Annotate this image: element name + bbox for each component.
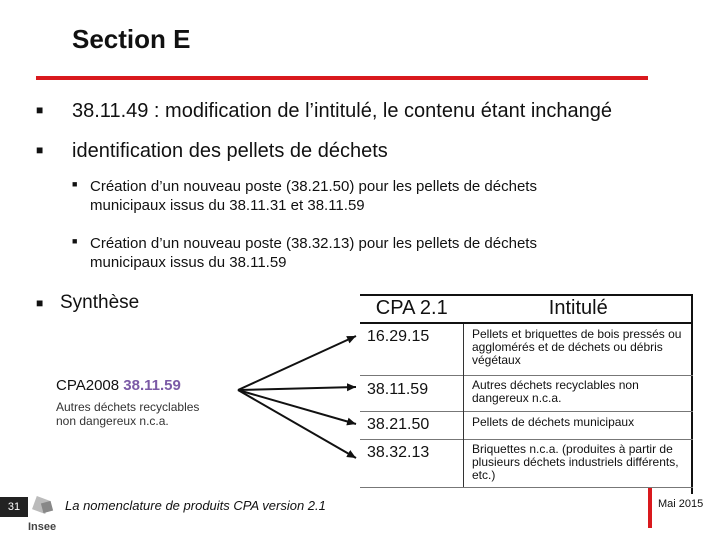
row-label: Pellets et briquettes de bois pressés ou agglomérés et de déchets ou débris végétaux [464,323,694,375]
cpa2008-desc-line1: Autres déchets recyclables [56,400,200,414]
sub-bullet-2-line1: Création d’un nouveau poste (38.32.13) pour les pellets de déchets [90,235,537,252]
row-code: 38.32.13 [360,439,464,487]
bullet-marker: ■ [36,143,44,157]
arrow-to-16-29-15 [238,336,356,390]
table-row [360,375,693,411]
cpa2008-prefix: CPA2008 [56,377,124,394]
footer-date: Mai 2015 [658,498,704,510]
bullet-2: identification des pellets de déchets [72,140,388,162]
arrow-to-38-21-50 [238,390,356,424]
table-header-row [360,294,693,323]
footer-accent-bar [648,488,652,528]
slide-title: Section E [72,24,191,54]
bullet-marker: ■ [36,103,44,117]
sub-bullet-1-line2: municipaux issus du 38.11.31 et 38.11.59 [90,197,365,214]
row-code: 38.11.59 [360,375,464,411]
row-code: 16.29.15 [360,323,464,375]
sub-bullet-1-line1: Création d’un nouveau poste (38.21.50) pour les pellets de déchets [90,178,537,195]
row-code: 38.21.50 [360,411,464,439]
logo-mark-icon [28,496,64,518]
row-label: Autres déchets recyclables non dangereux n.c.a. [464,375,694,411]
bullet-marker: ■ [36,296,44,310]
header-intitule: Intitulé [464,294,694,323]
bullet-1: 38.11.49 : modification de l’intitulé, le contenu étant inchangé [72,100,612,122]
footer-text: La nomenclature de produits CPA version 2.1 [65,498,326,513]
insee-logo [28,496,64,536]
header-cpa: CPA 2.1 [360,294,464,323]
cpa-table [360,294,693,488]
row-label: Pellets de déchets municipaux [464,411,694,439]
synthese-label: Synthèse [60,292,140,313]
arrow-to-38-32-13 [238,390,356,458]
row-label: Briquettes n.c.a. (produites à partir de plusieurs déchets industriels différents, etc.) [464,439,694,487]
page-number: 31 [0,497,28,517]
arrow-to-38-11-59 [238,387,356,390]
table-row [360,323,693,375]
table-row [360,439,693,487]
sub-bullet-2-line2: municipaux issus du 38.11.59 [90,254,287,271]
cpa2008-desc-line2: non dangereux n.c.a. [56,414,169,428]
cpa2008-code: 38.11.59 [123,377,181,394]
sub-bullet-marker: ■ [72,179,78,189]
sub-bullet-marker: ■ [72,236,78,246]
table-row [360,411,693,439]
logo-text: Insee [28,521,57,533]
